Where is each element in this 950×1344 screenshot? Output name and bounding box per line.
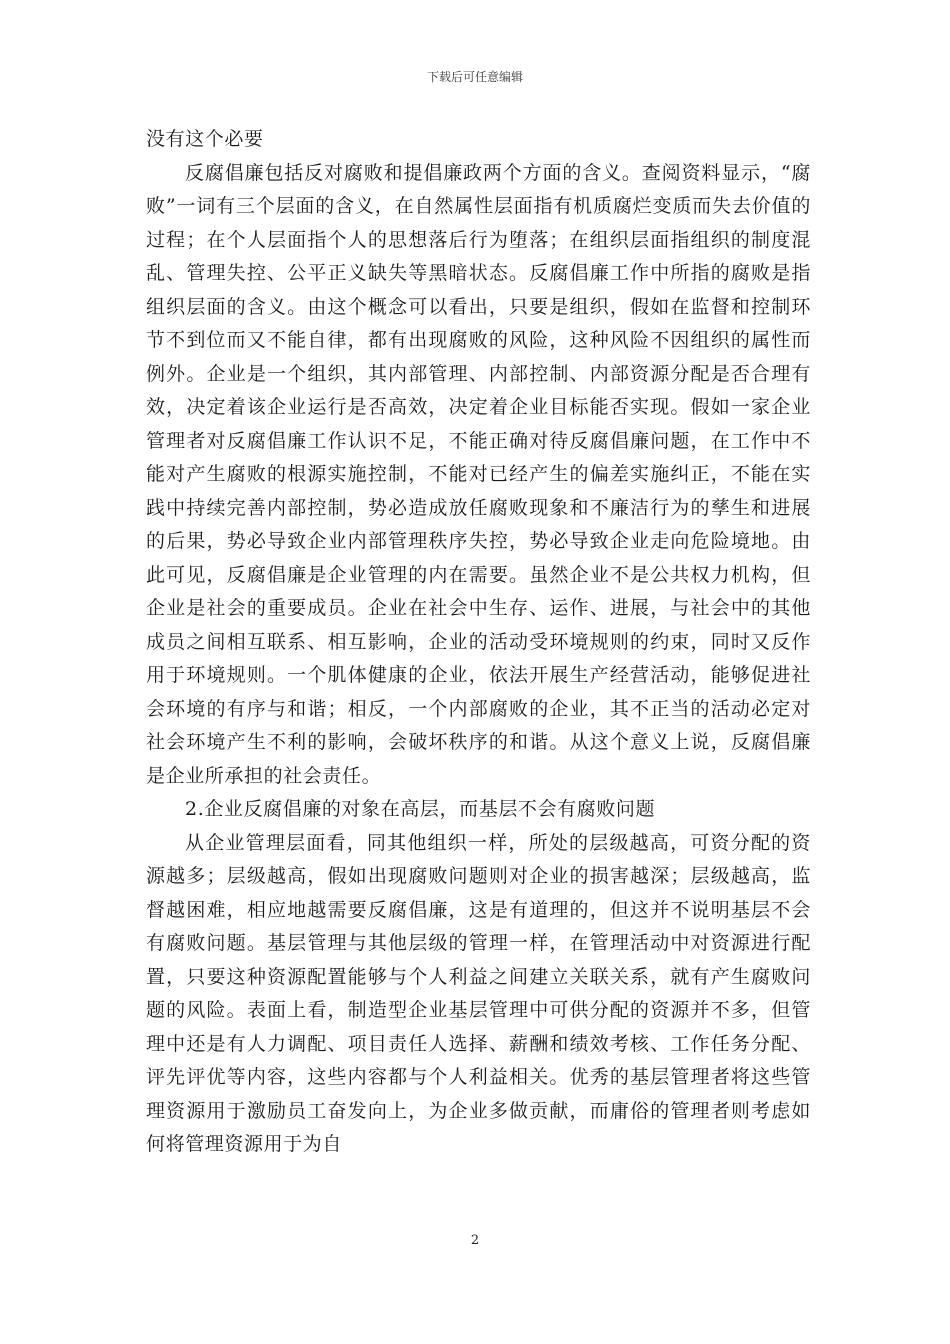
paragraph-anti-corruption-meaning: 反腐倡廉包括反对腐败和提倡廉政两个方面的含义。查阅资料显示，“腐败”一词有三个层面的含义，在自然属性层面指有机质腐烂变质而失去价值的过程；在个人层面指个人的思想落后行为堕落；在组织层面指组织的制度混乱、管理失控、公平正义缺失等黑暗状态。反腐倡廉工作中所指的腐败是指组织层面的含义。由这个概念可以看出，只要是组织，假如在监督和控制环节不到位而又不能自律，都有出现腐败的风险，这种风险不因组织的属性而例外。企业是一个组织，其内部管理、内部控制、内部资源分配是否合理有效，决定着该企业运行是否高效，决定着企业目标能否实现。假如一家企业管理者对反腐倡廉工作认识不足，不能正确对待反腐倡廉问题，在工作中不能对产生腐败的根源实施控制，不能对已经产生的偏差实施纠正，不能在实践中持续完善内部控制，势必造成放任腐败现象和不廉洁行为的孳生和进展的后果，势必导致企业内部管理秩序失控，势必导致企业走向危险境地。由此可见，反腐倡廉是企业管理的内在需要。虽然企业不是公共权力机构，但企业是社会的重要成员。企业在社会中生存、运作、进展，与社会中的其他成员之间相互联系、相互影响，企业的活动受环境规则的约束，同时又反作用于环境规则。一个肌体健康的企业，依法开展生产经营活动，能够促进社会环境的有序与和谐；相反，一个内部腐败的企业，其不正当的活动必定对社会环境产生不利的影响，会破坏秩序的和谐。从这个意义上说，反腐倡廉是企业所承担的社会责任。 <box>146 161 811 787</box>
page-header: 下载后可任意编辑 <box>426 70 523 84</box>
page-number: 2 <box>470 1233 480 1248</box>
paragraph-management-levels: 从企业管理层面看，同其他组织一样，所处的层级越高，可资分配的资源越多；层级越高，假如出现腐败问题则对企业的损害越深；层级越高，监督越困难，相应地越需要反腐倡廉，这是有道理的，但这并不说明基层不会有腐败问题。基层管理与其他层级的管理一样，在管理活动中对资源进行配置，只要这种资源配置能够与个人利益之间建立关联关系，就有产生腐败问题的风险。表面上看，制造型企业基层管理中可供分配的资源并不多，但管理中还是有人力调配、项目责任人选择、薪酬和绩效考核、工作任务分配、评先评优等内容，这些内容都与个人利益相关。优秀的基层管理者将这些管理资源用于激励员工奋发向上，为企业多做贡献，而庸俗的管理者则考虑如何将管理资源用于为自 <box>146 831 811 1155</box>
document-body <box>146 123 811 1162</box>
paragraph-continuation: 没有这个必要 <box>146 128 264 150</box>
section-heading-2: 2.企业反腐倡廉的对象在高层，而基层不会有腐败问题 <box>185 798 656 820</box>
